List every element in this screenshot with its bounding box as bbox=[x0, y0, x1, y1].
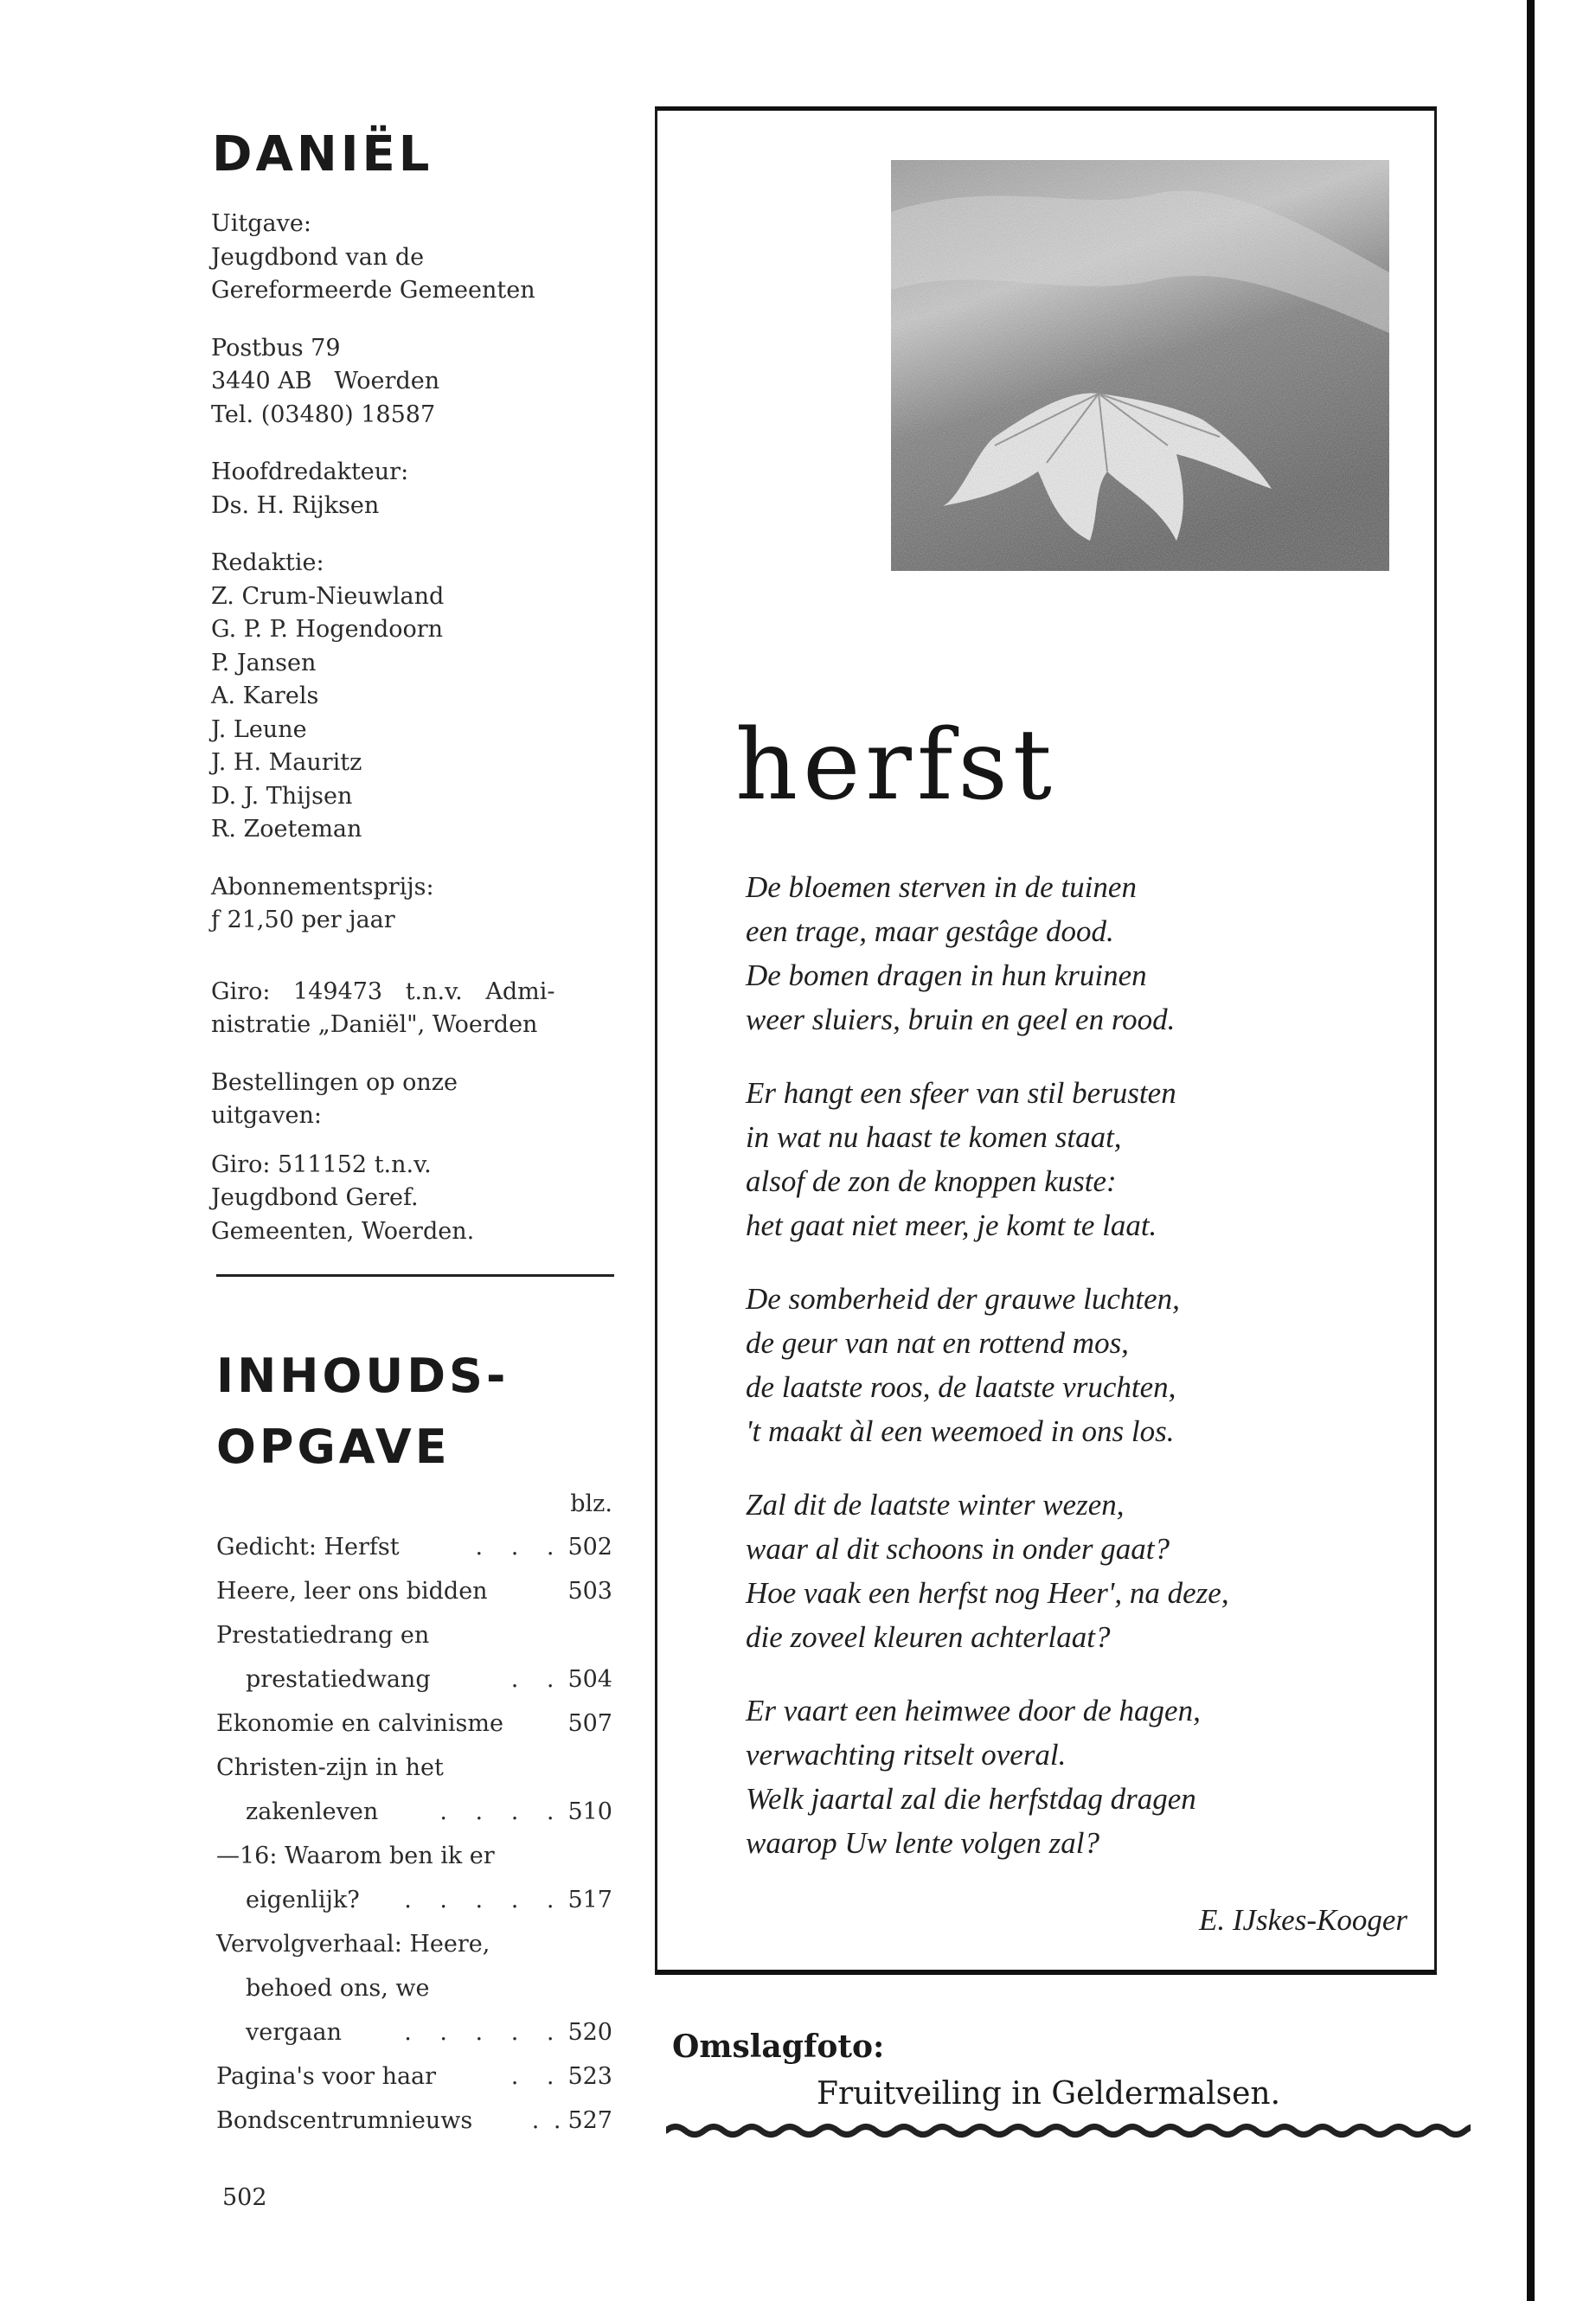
toc-entry-page: 510 bbox=[567, 1798, 612, 1825]
poem-title: herfst bbox=[735, 709, 1057, 822]
editorial-board-member: R. Zoeteman bbox=[211, 816, 362, 843]
publisher-line: Gereformeerde Gemeenten bbox=[211, 277, 535, 304]
page-number: 502 bbox=[222, 2184, 267, 2211]
section-divider bbox=[216, 1274, 614, 1277]
toc-entry[interactable] bbox=[216, 1746, 612, 1834]
toc-title-line: INHOUDS- bbox=[216, 1349, 510, 1403]
editorial-board-member: G. P. P. Hogendoorn bbox=[211, 616, 444, 643]
editorial-board-member: Z. Crum-Nieuwland bbox=[211, 582, 445, 610]
poem-line: De bomen dragen in hun kruinen bbox=[746, 958, 1147, 992]
poem-line: Welk jaartal zal die herfstdag dragen bbox=[746, 1782, 1196, 1816]
editor-in-chief-name: Ds. H. Rijksen bbox=[211, 491, 380, 519]
editor-in-chief-block bbox=[211, 456, 618, 522]
editorial-board-block bbox=[211, 547, 618, 847]
toc-entry[interactable] bbox=[216, 1834, 612, 1922]
toc-entry-continuation: prestatiedwang bbox=[246, 1666, 431, 1693]
address-line: Postbus 79 bbox=[211, 334, 341, 362]
leaf-photo bbox=[891, 160, 1389, 571]
toc-title bbox=[216, 1341, 509, 1483]
toc-title-line: OPGAVE bbox=[216, 1420, 451, 1474]
giro-admin-block bbox=[211, 976, 618, 1042]
subscription-price: ƒ 21,50 per jaar bbox=[211, 907, 395, 933]
toc-entry-continuation: eigenlijk? bbox=[246, 1887, 360, 1913]
poem-line: waar al dit schoons in onder gaat? bbox=[746, 1532, 1170, 1566]
toc-entry-title: Ekonomie en calvinisme bbox=[216, 1710, 503, 1737]
toc-entry-title: Gedicht: Herfst bbox=[216, 1534, 400, 1561]
poem-line: weer sluiers, bruin en geel en rood. bbox=[746, 1003, 1176, 1036]
poem-line: de geur van nat en rottend mos, bbox=[746, 1326, 1129, 1360]
editorial-board-member: J. H. Mauritz bbox=[211, 749, 362, 776]
cover-photo-caption: Fruitveiling in Geldermalsen. bbox=[817, 2076, 1281, 2112]
editor-in-chief-label: Hoofdredakteur: bbox=[211, 458, 409, 485]
editorial-board-member: A. Karels bbox=[211, 683, 319, 709]
editorial-board-member: P. Jansen bbox=[211, 649, 317, 676]
editorial-board-label: Redaktie: bbox=[211, 549, 324, 576]
poem-line: verwachting ritselt overal. bbox=[746, 1738, 1067, 1772]
poem-line: het gaat niet meer, je komt te laat. bbox=[746, 1208, 1157, 1242]
toc-entry[interactable] bbox=[216, 1525, 612, 1569]
phone-line: Tel. (03480) 18587 bbox=[211, 401, 436, 428]
toc-entry-title: Pagina's voor haar bbox=[216, 2063, 437, 2090]
toc-entry-leader: . . . . bbox=[439, 1798, 565, 1825]
orders-label-line: uitgaven: bbox=[211, 1102, 322, 1129]
subscription-label: Abonnementsprijs: bbox=[211, 873, 434, 901]
orders-giro-line: Giro: 511152 t.n.v. bbox=[211, 1150, 432, 1178]
poem-stanza bbox=[746, 1071, 1403, 1247]
giro-admin-line: nistratie „Daniël", Woerden bbox=[211, 1011, 538, 1038]
publisher-label: Uitgave: bbox=[211, 210, 311, 237]
poem-line: 't maakt àl een weemoed in ons los. bbox=[746, 1414, 1175, 1448]
orders-giro-block bbox=[211, 1149, 618, 1249]
toc-entry-page: 503 bbox=[567, 1578, 612, 1605]
poem-line: alsof de zon de knoppen kuste: bbox=[746, 1164, 1117, 1198]
poem-line: Hoe vaak een herfst nog Heer', na deze, bbox=[746, 1576, 1229, 1610]
poem-stanza bbox=[746, 1689, 1403, 1865]
poem-line: in wat nu haast te komen staat, bbox=[746, 1120, 1122, 1154]
toc-entry-continuation: vergaan bbox=[246, 2019, 343, 2046]
giro-admin-line: Giro: 149473 t.n.v. Admi- bbox=[211, 977, 555, 1005]
poem-line: die zoveel kleuren achterlaat? bbox=[746, 1620, 1111, 1654]
toc-entry-title: —16: Waarom ben ik er bbox=[216, 1843, 495, 1869]
orders-giro-line: Jeugdbond Geref. bbox=[211, 1184, 419, 1211]
toc-entry-title: Heere, leer ons bidden bbox=[216, 1578, 488, 1605]
toc-entry-leader: . . bbox=[510, 2063, 565, 2090]
toc-entry-page: 520 bbox=[567, 2019, 612, 2046]
poem-line: waarop Uw lente volgen zal? bbox=[746, 1826, 1099, 1860]
toc-entry[interactable] bbox=[216, 1569, 612, 1613]
address-block bbox=[211, 332, 618, 433]
decorative-wave-border bbox=[666, 2121, 1471, 2140]
toc-entry-leader: . . . . . bbox=[404, 1887, 565, 1913]
orders-label-line: Bestellingen op onze bbox=[211, 1068, 458, 1096]
toc-entry-leader: . . . . . bbox=[404, 2019, 565, 2046]
magazine-masthead: DANIËL bbox=[212, 126, 433, 183]
poem-line: Er hangt een sfeer van stil berusten bbox=[746, 1076, 1176, 1110]
toc-entry-continuation: behoed ons, we bbox=[246, 1975, 430, 2002]
orders-block bbox=[211, 1067, 618, 1133]
page-edge-bar bbox=[1527, 0, 1535, 2301]
editorial-board-member: J. Leune bbox=[211, 715, 307, 743]
toc-entry[interactable] bbox=[216, 1702, 612, 1746]
toc-entry-leader: . . bbox=[510, 1666, 565, 1693]
toc-entry-page: 523 bbox=[567, 2063, 612, 2090]
poem-stanza bbox=[746, 1277, 1403, 1453]
toc-entry[interactable] bbox=[216, 2099, 612, 2143]
poem-line: Er vaart een heimwee door de hagen, bbox=[746, 1694, 1201, 1727]
editorial-board-member: D. J. Thijsen bbox=[211, 782, 353, 810]
toc-entry-title: Bondscentrumnieuws bbox=[216, 2107, 473, 2134]
poem-line: een trage, maar gestâge dood. bbox=[746, 914, 1114, 948]
colophon bbox=[211, 208, 618, 1272]
toc-entry[interactable] bbox=[216, 2054, 612, 2099]
toc-entry-page: 527 bbox=[567, 2107, 612, 2134]
toc-entry-leader: . . bbox=[531, 2107, 565, 2134]
cover-photo-label: Omslagfoto: bbox=[672, 2029, 885, 2065]
publisher-line: Jeugdbond van de bbox=[211, 243, 425, 271]
toc-entry-continuation: zakenleven bbox=[246, 1798, 379, 1825]
orders-giro-line: Gemeenten, Woerden. bbox=[211, 1217, 475, 1245]
toc-entry-page: 504 bbox=[567, 1666, 612, 1693]
toc-entry[interactable] bbox=[216, 1922, 612, 2054]
toc-entry-page: 517 bbox=[567, 1887, 612, 1913]
address-line: 3440 AB Woerden bbox=[211, 368, 440, 394]
poem-line: De somberheid der grauwe luchten, bbox=[746, 1282, 1180, 1316]
toc-entry[interactable] bbox=[216, 1613, 612, 1702]
toc-entry-page: 507 bbox=[567, 1710, 612, 1737]
toc-entry-leader: . . . bbox=[475, 1534, 565, 1561]
toc-entry-page: 502 bbox=[567, 1534, 612, 1561]
toc-entry-title: Prestatiedrang en bbox=[216, 1622, 430, 1649]
publisher-block bbox=[211, 208, 618, 308]
table-of-contents bbox=[216, 1484, 612, 2143]
leaf-photo-image bbox=[891, 160, 1389, 571]
poem-line: de laatste roos, de laatste vruchten, bbox=[746, 1370, 1176, 1404]
poem-stanza bbox=[746, 1483, 1403, 1659]
poem-line: Zal dit de laatste winter wezen, bbox=[746, 1488, 1125, 1522]
poem-stanza bbox=[746, 865, 1403, 1042]
poem-body bbox=[746, 865, 1403, 1894]
poem-line: De bloemen sterven in de tuinen bbox=[746, 870, 1137, 904]
toc-entry-title: Vervolgverhaal: Heere, bbox=[216, 1931, 490, 1958]
toc-entry-title: Christen-zijn in het bbox=[216, 1754, 444, 1781]
poem-author: E. IJskes-Kooger bbox=[1198, 1903, 1407, 1937]
subscription-block bbox=[211, 871, 618, 938]
toc-page-header: blz. bbox=[570, 1490, 612, 1517]
